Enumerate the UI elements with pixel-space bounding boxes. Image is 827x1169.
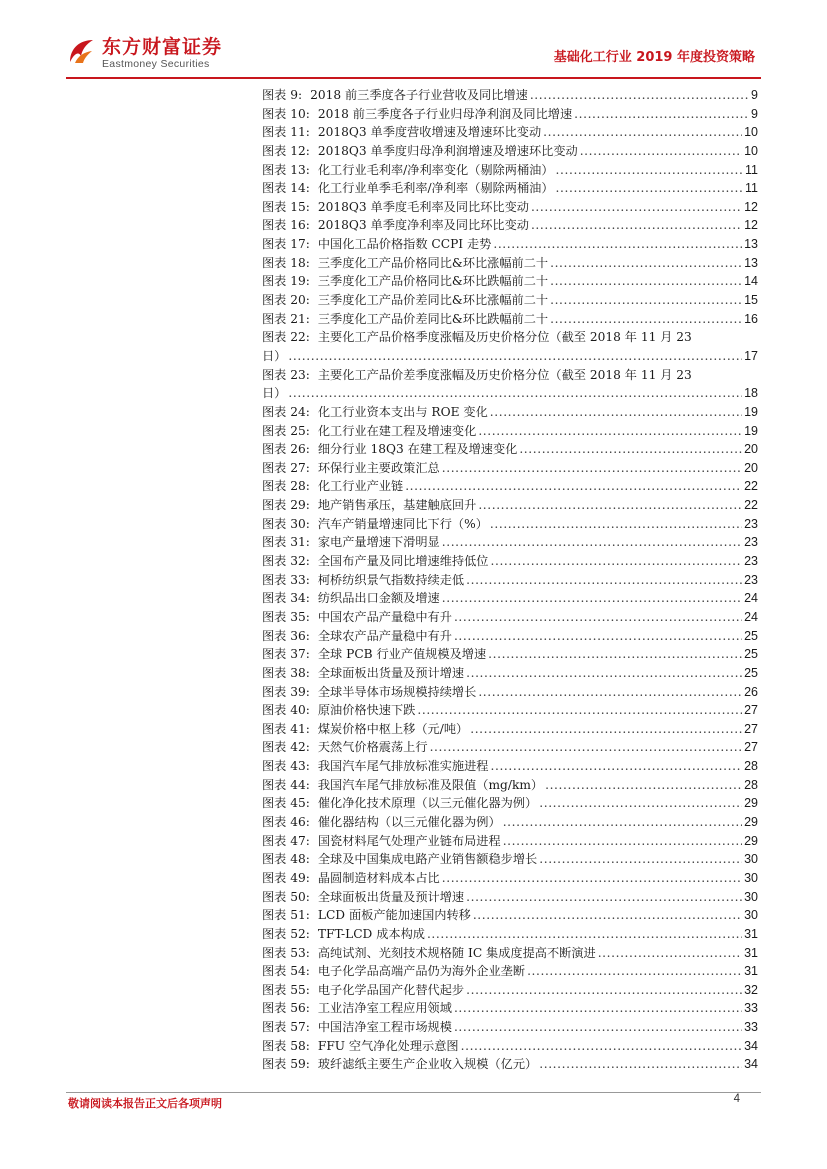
page-header	[0, 0, 827, 80]
toc-leader-dots	[466, 571, 742, 590]
toc-figure-title: LCD 面板产能加速国内转移	[317, 908, 471, 923]
toc-figure-number: 图表 27:	[262, 460, 310, 475]
toc-figure-number: 图表 9:	[262, 88, 303, 102]
toc-leader-dots	[491, 757, 743, 776]
toc-page-number: 29	[744, 815, 758, 830]
toc-leader-dots	[466, 664, 742, 683]
toc-figure-title: TFT-LCD 成本构成	[317, 926, 425, 941]
toc-entry[interactable]	[262, 272, 758, 291]
toc-figure-title: 汽车产销量增速同比下行（%）	[317, 516, 488, 531]
toc-entry[interactable]	[262, 1018, 758, 1037]
toc-page-number: 27	[744, 721, 758, 736]
toc-figure-title: 原油价格快速下跌	[317, 703, 416, 718]
toc-leader-dots	[417, 701, 742, 720]
toc-figure-title: 晶圆制造材料成本占比	[317, 870, 440, 885]
toc-figure-title: 主要化工产品价格季度涨幅及历史价格分位（截至 2018 年 11 月 23	[317, 330, 692, 345]
toc-page-number: 9	[751, 88, 758, 102]
toc-figure-number: 图表 15:	[262, 199, 310, 214]
toc-figure-title: 全球面板出货量及预计增速	[317, 889, 465, 904]
toc-figure-number: 图表 54:	[262, 964, 310, 979]
toc-page-number: 23	[744, 572, 758, 587]
toc-entry[interactable]	[262, 999, 758, 1018]
toc-leader-dots	[491, 552, 743, 571]
toc-leader-dots	[550, 310, 742, 329]
toc-entry[interactable]	[262, 422, 758, 441]
toc-leader-dots	[466, 981, 742, 1000]
toc-page-number: 14	[744, 274, 758, 289]
toc-figure-title: 细分行业 18Q3 在建工程及增速变化	[317, 442, 518, 457]
toc-figure-number: 图表 33:	[262, 572, 310, 587]
toc-figure-title: 中国洁净室工程市场规模	[317, 1020, 452, 1035]
toc-figure-title-continued: 日）	[262, 348, 287, 363]
toc-page-number: 28	[744, 777, 758, 792]
toc-page-number: 27	[744, 740, 758, 755]
toc-entry[interactable]	[262, 981, 758, 1000]
toc-page-number: 31	[744, 964, 758, 979]
toc-leader-dots	[531, 198, 742, 217]
toc-leader-dots	[580, 142, 742, 161]
toc-entry[interactable]	[262, 627, 758, 646]
page-number: 4	[733, 1093, 740, 1105]
toc-entry[interactable]	[262, 86, 758, 105]
toc-figure-title: 全球农产品产量稳中有升	[317, 628, 452, 643]
toc-figure-title: 工业洁净室工程应用领域	[317, 1001, 452, 1016]
toc-entry[interactable]	[262, 496, 758, 515]
toc-leader-dots	[490, 403, 742, 422]
toc-figure-number: 图表 34:	[262, 591, 310, 606]
toc-figure-title: 2018 前三季度各子行业归母净利润及同比增速	[317, 106, 573, 121]
toc-figure-number: 图表 31:	[262, 535, 310, 550]
toc-page-number: 10	[744, 125, 758, 140]
toc-figure-title: 电子化学品国产化替代起步	[317, 982, 465, 997]
toc-figure-number: 图表 40:	[262, 703, 310, 718]
toc-entry[interactable]	[262, 235, 758, 254]
toc-entry[interactable]	[262, 515, 758, 534]
toc-leader-dots	[454, 999, 742, 1018]
toc-leader-dots	[454, 1018, 742, 1037]
toc-figure-title: 电子化学品高端产品仍为海外企业垄断	[317, 964, 526, 979]
toc-entry[interactable]	[262, 142, 758, 161]
toc-page-number: 30	[744, 908, 758, 923]
toc-figure-title: 家电产量增速下滑明显	[317, 535, 440, 550]
toc-figure-number: 图表 56:	[262, 1001, 310, 1016]
toc-entry[interactable]	[262, 664, 758, 683]
toc-page-number: 25	[744, 647, 758, 662]
toc-figure-number: 图表 57:	[262, 1020, 310, 1035]
toc-entry[interactable]	[262, 552, 758, 571]
toc-figure-number: 图表 29:	[262, 498, 310, 513]
toc-figure-number: 图表 12:	[262, 143, 310, 158]
figure-index-list	[262, 86, 758, 1074]
toc-leader-dots	[461, 1037, 742, 1056]
toc-page-number: 9	[751, 106, 758, 121]
toc-figure-title: 三季度化工产品价差同比&环比跌幅前二十	[317, 311, 549, 326]
toc-leader-dots	[442, 533, 742, 552]
toc-figure-number: 图表 13:	[262, 162, 310, 177]
toc-leader-dots	[519, 440, 742, 459]
toc-page-number: 33	[744, 1001, 758, 1016]
toc-entry[interactable]	[262, 925, 758, 944]
toc-figure-number: 图表 38:	[262, 665, 310, 680]
toc-page-number: 30	[744, 889, 758, 904]
toc-figure-title: 纺织品出口金额及增速	[317, 591, 440, 606]
toc-leader-dots	[550, 254, 742, 273]
toc-leader-dots	[430, 738, 743, 757]
toc-entry[interactable]	[262, 794, 758, 813]
toc-figure-title: 三季度化工产品价格同比&环比跌幅前二十	[317, 274, 549, 289]
toc-page-number: 26	[744, 684, 758, 699]
toc-leader-dots	[288, 347, 742, 366]
toc-leader-dots	[503, 832, 742, 851]
toc-entry[interactable]	[262, 1037, 758, 1056]
toc-leader-dots	[478, 422, 742, 441]
toc-figure-title: 2018Q3 单季度营收增速及增速环比变动	[317, 125, 542, 140]
toc-figure-number: 图表 32:	[262, 554, 310, 569]
toc-leader-dots	[442, 869, 742, 888]
toc-page-number: 20	[744, 460, 758, 475]
toc-leader-dots	[493, 235, 742, 254]
toc-page-number: 13	[744, 237, 758, 252]
toc-page-number: 11	[745, 162, 758, 177]
toc-page-number: 18	[744, 386, 758, 401]
toc-page-number: 28	[744, 759, 758, 774]
toc-page-number: 23	[744, 554, 758, 569]
toc-figure-number: 图表 35:	[262, 609, 310, 624]
toc-figure-number: 图表 58:	[262, 1038, 310, 1053]
toc-figure-number: 图表 25:	[262, 423, 310, 438]
toc-figure-number: 图表 10:	[262, 106, 310, 121]
toc-page-number: 30	[744, 852, 758, 867]
toc-figure-title: 我国汽车尾气排放标准实施进程	[317, 759, 489, 774]
toc-entry[interactable]	[262, 608, 758, 627]
toc-page-number: 23	[744, 535, 758, 550]
toc-entry[interactable]	[262, 216, 758, 235]
toc-figure-title: 全球面板出货量及预计增速	[317, 665, 465, 680]
toc-figure-number: 图表 53:	[262, 945, 310, 960]
toc-entry[interactable]	[262, 776, 758, 795]
toc-page-number: 33	[744, 1020, 758, 1035]
toc-figure-title: 2018Q3 单季度毛利率及同比环比变动	[317, 199, 529, 214]
toc-page-number: 29	[744, 796, 758, 811]
toc-figure-title: 中国化工品价格指数 CCPI 走势	[317, 237, 492, 252]
brand-name-en: Eastmoney Securities	[102, 58, 210, 70]
toc-figure-title: 化工行业在建工程及增速变化	[317, 423, 477, 438]
toc-leader-dots	[539, 850, 742, 869]
toc-entry[interactable]	[262, 533, 758, 552]
toc-entry[interactable]	[262, 310, 758, 329]
header-divider	[66, 77, 761, 79]
toc-entry[interactable]	[262, 571, 758, 590]
toc-figure-number: 图表 36:	[262, 628, 310, 643]
toc-entry[interactable]	[262, 254, 758, 273]
toc-leader-dots	[531, 216, 742, 235]
toc-figure-number: 图表 44:	[262, 777, 310, 792]
toc-page-number: 32	[744, 982, 758, 997]
toc-leader-dots	[454, 608, 742, 627]
toc-entry[interactable]	[262, 105, 758, 124]
footer-divider	[66, 1092, 761, 1093]
toc-leader-dots	[550, 291, 742, 310]
toc-entry[interactable]	[262, 161, 758, 180]
toc-figure-number: 图表 39:	[262, 684, 310, 699]
toc-page-number: 27	[744, 703, 758, 718]
toc-page-number: 12	[744, 218, 758, 233]
toc-entry[interactable]	[262, 328, 758, 365]
toc-leader-dots	[530, 86, 749, 105]
toc-figure-title: 主要化工产品价差季度涨幅及历史价格分位（截至 2018 年 11 月 23	[317, 367, 692, 382]
toc-entry[interactable]	[262, 366, 758, 403]
toc-figure-title: FFU 空气净化处理示意图	[317, 1038, 459, 1053]
toc-figure-title: 2018Q3 单季度归母净利润增速及增速环比变动	[317, 143, 578, 158]
toc-figure-number: 图表 37:	[262, 647, 310, 662]
toc-entry[interactable]	[262, 720, 758, 739]
toc-leader-dots	[454, 627, 742, 646]
toc-figure-number: 图表 20:	[262, 293, 310, 308]
toc-page-number: 30	[744, 870, 758, 885]
toc-page-number: 16	[744, 311, 758, 326]
toc-figure-number: 图表 55:	[262, 982, 310, 997]
toc-page-number: 15	[744, 293, 758, 308]
toc-figure-number: 图表 24:	[262, 404, 310, 419]
toc-figure-number: 图表 46:	[262, 815, 310, 830]
toc-figure-number: 图表 45:	[262, 796, 310, 811]
toc-entry[interactable]	[262, 813, 758, 832]
toc-leader-dots	[466, 888, 742, 907]
toc-figure-number: 图表 52:	[262, 926, 310, 941]
toc-page-number: 25	[744, 665, 758, 680]
toc-leader-dots	[503, 813, 742, 832]
toc-figure-number: 图表 23:	[262, 367, 310, 382]
toc-entry[interactable]	[262, 179, 758, 198]
toc-figure-number: 图表 16:	[262, 218, 310, 233]
eastmoney-logo-icon	[66, 36, 96, 66]
toc-leader-dots	[442, 589, 742, 608]
toc-figure-title: 天然气价格震荡上行	[317, 740, 428, 755]
toc-page-number: 22	[744, 479, 758, 494]
toc-page-number: 11	[745, 181, 758, 196]
toc-entry[interactable]	[262, 701, 758, 720]
toc-leader-dots	[478, 496, 742, 515]
toc-entry[interactable]	[262, 477, 758, 496]
toc-figure-number: 图表 21:	[262, 311, 310, 326]
toc-figure-number: 图表 18:	[262, 255, 310, 270]
toc-figure-title: 柯桥纺织景气指数持续走低	[317, 572, 465, 587]
toc-leader-dots	[556, 161, 743, 180]
toc-figure-number: 图表 43:	[262, 759, 310, 774]
toc-entry[interactable]	[262, 869, 758, 888]
toc-page-number: 34	[744, 1057, 758, 1072]
toc-entry[interactable]	[262, 944, 758, 963]
toc-page-number: 31	[744, 945, 758, 960]
toc-figure-number: 图表 11:	[262, 125, 310, 140]
toc-figure-number: 图表 19:	[262, 274, 310, 289]
toc-page-number: 13	[744, 255, 758, 270]
toc-figure-number: 图表 22:	[262, 330, 310, 345]
toc-figure-number: 图表 47:	[262, 833, 310, 848]
toc-leader-dots	[442, 459, 742, 478]
toc-figure-number: 图表 48:	[262, 852, 310, 867]
toc-figure-number: 图表 59:	[262, 1057, 310, 1072]
toc-figure-title: 高纯试剂、光刻技术规格随 IC 集成度提高不断演进	[317, 945, 596, 960]
toc-entry[interactable]	[262, 757, 758, 776]
toc-figure-number: 图表 41:	[262, 721, 310, 736]
toc-entry[interactable]	[262, 738, 758, 757]
toc-page-number: 19	[744, 423, 758, 438]
toc-figure-title: 煤炭价格中枢上移（元/吨）	[317, 721, 469, 736]
toc-figure-title: 全国布产量及同比增速维持低位	[317, 554, 489, 569]
toc-figure-title: 全球及中国集成电路产业销售额稳步增长	[317, 852, 538, 867]
toc-leader-dots	[405, 477, 742, 496]
toc-leader-dots	[556, 179, 743, 198]
brand-name-cn: 东方财富证券	[102, 36, 223, 58]
toc-figure-title: 催化器结构（以三元催化器为例）	[317, 815, 501, 830]
toc-leader-dots	[543, 123, 742, 142]
toc-page-number: 29	[744, 833, 758, 848]
toc-leader-dots	[545, 776, 742, 795]
toc-page-number: 24	[744, 609, 758, 624]
toc-page-number: 31	[744, 926, 758, 941]
toc-figure-title: 化工行业毛利率/净利率变化（剔除两桶油）	[317, 162, 554, 177]
toc-figure-title: 国瓷材料尾气处理产业链布局进程	[317, 833, 501, 848]
toc-figure-title: 玻纤滤纸主要生产企业收入规模（亿元）	[317, 1057, 538, 1072]
toc-leader-dots	[527, 962, 742, 981]
toc-page-number: 19	[744, 404, 758, 419]
toc-figure-number: 图表 51:	[262, 908, 310, 923]
toc-leader-dots	[574, 105, 749, 124]
toc-entry[interactable]	[262, 962, 758, 981]
toc-entry[interactable]	[262, 123, 758, 142]
toc-figure-title: 2018Q3 单季度净利率及同比环比变动	[317, 218, 529, 233]
toc-figure-number: 图表 42:	[262, 740, 310, 755]
toc-figure-title: 中国农产品产量稳中有升	[317, 609, 452, 624]
toc-leader-dots	[539, 1055, 742, 1074]
toc-figure-title: 三季度化工产品价格同比&环比涨幅前二十	[317, 255, 549, 270]
toc-figure-number: 图表 14:	[262, 181, 310, 196]
toc-leader-dots	[490, 515, 742, 534]
toc-figure-number: 图表 30:	[262, 516, 310, 531]
toc-leader-dots	[550, 272, 742, 291]
toc-figure-title: 化工行业资本支出与 ROE 变化	[317, 404, 488, 419]
toc-page-number: 10	[744, 143, 758, 158]
toc-figure-title: 地产销售承压，基建触底回升	[317, 498, 477, 513]
toc-entry[interactable]	[262, 683, 758, 702]
toc-entry[interactable]	[262, 459, 758, 478]
toc-figure-title-continued: 日）	[262, 386, 287, 401]
toc-entry[interactable]	[262, 403, 758, 422]
toc-page-number: 25	[744, 628, 758, 643]
toc-figure-title: 化工行业产业链	[317, 479, 404, 494]
toc-entry[interactable]	[262, 589, 758, 608]
toc-leader-dots	[470, 720, 742, 739]
toc-entry[interactable]	[262, 1055, 758, 1074]
toc-leader-dots	[473, 906, 742, 925]
toc-entry[interactable]	[262, 645, 758, 664]
toc-figure-number: 图表 49:	[262, 870, 310, 885]
toc-figure-title: 催化净化技术原理（以三元催化器为例）	[317, 796, 538, 811]
toc-figure-title: 全球半导体市场规模持续增长	[317, 684, 477, 699]
toc-leader-dots	[288, 384, 742, 403]
toc-leader-dots	[598, 944, 742, 963]
toc-page-number: 24	[744, 591, 758, 606]
toc-page-number: 12	[744, 199, 758, 214]
footer-disclaimer: 敬请阅读本报告正文后各项声明	[68, 1097, 222, 1110]
toc-entry[interactable]	[262, 906, 758, 925]
brand-logo	[66, 36, 222, 70]
toc-leader-dots	[478, 683, 742, 702]
toc-entry[interactable]	[262, 888, 758, 907]
toc-entry[interactable]	[262, 291, 758, 310]
toc-figure-number: 图表 26:	[262, 442, 310, 457]
toc-leader-dots	[488, 645, 742, 664]
toc-entry[interactable]	[262, 440, 758, 459]
toc-figure-title: 环保行业主要政策汇总	[317, 460, 440, 475]
toc-entry[interactable]	[262, 850, 758, 869]
toc-figure-title: 三季度化工产品价差同比&环比涨幅前二十	[317, 293, 549, 308]
toc-leader-dots	[539, 794, 742, 813]
toc-figure-number: 图表 28:	[262, 479, 310, 494]
toc-figure-number: 图表 17:	[262, 237, 310, 252]
toc-page-number: 23	[744, 516, 758, 531]
toc-figure-title: 我国汽车尾气排放标准及限值（mg/km）	[317, 777, 544, 792]
toc-leader-dots	[427, 925, 742, 944]
toc-figure-title: 全球 PCB 行业产值规模及增速	[317, 647, 487, 662]
toc-entry[interactable]	[262, 832, 758, 851]
toc-figure-title: 化工行业单季毛利率/净利率（剔除两桶油）	[317, 181, 554, 196]
toc-page-number: 17	[744, 348, 758, 363]
toc-entry[interactable]	[262, 198, 758, 217]
toc-figure-number: 图表 50:	[262, 889, 310, 904]
toc-page-number: 20	[744, 442, 758, 457]
document-title: 基础化工行业 2019 年度投资策略	[553, 50, 755, 65]
toc-page-number: 34	[744, 1038, 758, 1053]
toc-page-number: 22	[744, 498, 758, 513]
toc-figure-title: 2018 前三季度各子行业营收及同比增速	[310, 88, 528, 102]
